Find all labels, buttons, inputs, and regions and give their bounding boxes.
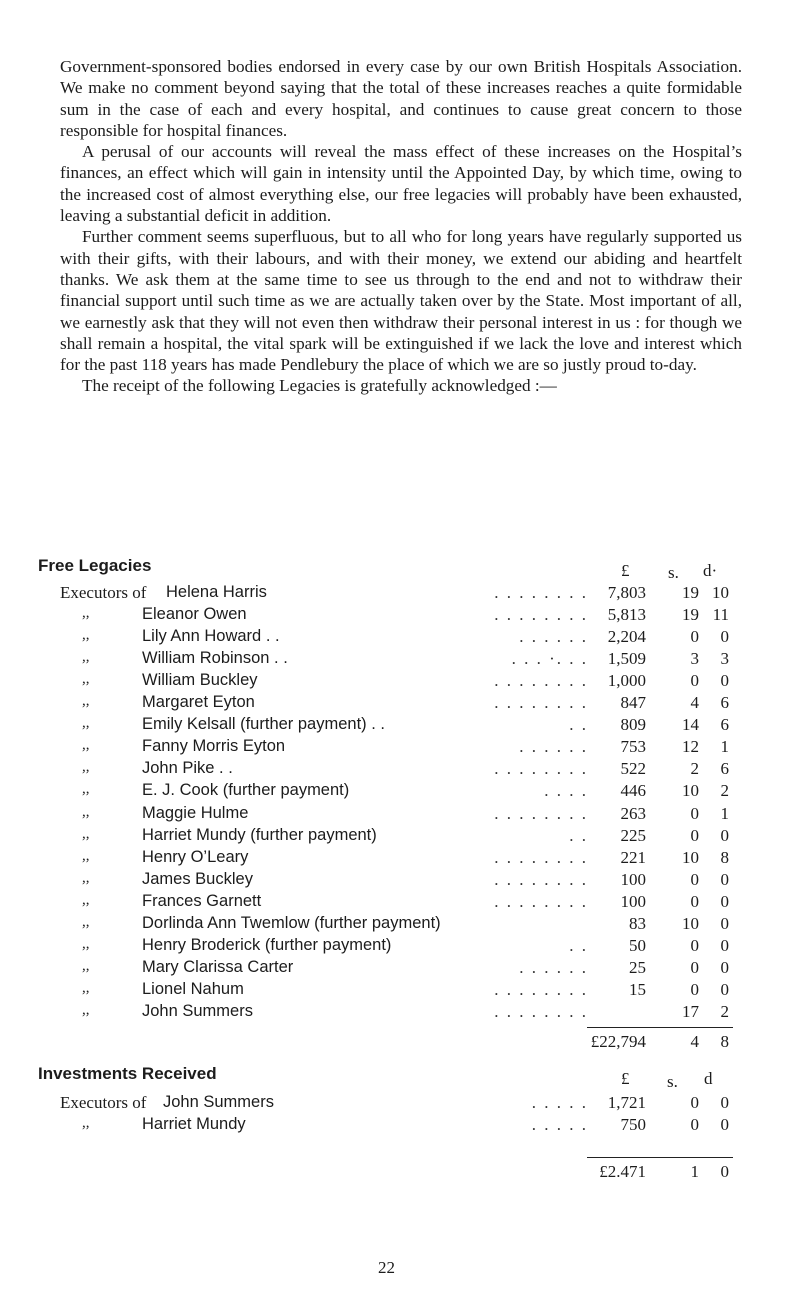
column-header-shillings: s. bbox=[668, 563, 679, 582]
amount-pence: 0 bbox=[720, 869, 729, 889]
leader-dots: . . bbox=[569, 825, 588, 845]
ditto-mark: ,, bbox=[82, 759, 90, 776]
ditto-mark: ,, bbox=[82, 605, 90, 622]
amount-shillings: 0 bbox=[690, 891, 699, 911]
ledger-row bbox=[0, 1115, 800, 1137]
amount-pence: 0 bbox=[720, 957, 729, 977]
amount-pounds: 25 bbox=[629, 957, 646, 977]
leader-dots: . . bbox=[569, 935, 588, 955]
ditto-mark: ,, bbox=[82, 627, 90, 644]
amount-shillings: 0 bbox=[690, 957, 699, 977]
legatee-name: Eleanor Owen bbox=[142, 605, 247, 624]
leader-dots: . . . . bbox=[544, 781, 588, 801]
ledger-row bbox=[0, 759, 800, 781]
legatee-name: Harriet Mundy (further payment) bbox=[142, 825, 377, 844]
ditto-mark: ,, bbox=[82, 957, 90, 974]
leader-dots: . . . . . . . . bbox=[494, 803, 588, 823]
paragraph: A perusal of our accounts will reveal the mass effect of these increases on the Hospital’s finances, an effect which will gain in intensity until the Appointed Day, by which time, owing to the increased cost of almost everything else, our free legacies will probably have been exhausted, leaving a substantial deficit in addition. bbox=[60, 142, 742, 226]
ditto-mark: ,, bbox=[82, 671, 90, 688]
amount-pence: 0 bbox=[720, 825, 729, 845]
amount-pounds: 446 bbox=[620, 781, 646, 801]
legatee-name: Margaret Eyton bbox=[142, 693, 255, 712]
free-legacies-heading: Free Legacies bbox=[38, 556, 152, 575]
amount-pounds: 1,000 bbox=[607, 671, 646, 691]
amount-pounds: 263 bbox=[620, 803, 646, 823]
amount-shillings: 0 bbox=[690, 627, 699, 647]
ditto-mark: ,, bbox=[82, 1001, 90, 1018]
ledger-row bbox=[0, 826, 800, 848]
amount-shillings: 4 bbox=[690, 693, 699, 713]
executors-label: Executors of bbox=[60, 1093, 147, 1112]
amount-shillings: 0 bbox=[690, 869, 699, 889]
legatee-name: Henry Broderick (further payment) bbox=[142, 935, 392, 954]
ditto-mark: ,, bbox=[82, 869, 90, 886]
legatee-name: James Buckley bbox=[142, 869, 253, 888]
amount-pence: 0 bbox=[720, 935, 729, 955]
amount-pence: 0 bbox=[720, 891, 729, 911]
leader-dots: . . . . . . . . bbox=[494, 693, 588, 713]
total-rule bbox=[587, 1027, 733, 1028]
amount-pence: 10 bbox=[712, 583, 729, 602]
leader-dots: . . . . . . bbox=[519, 627, 588, 647]
total-pounds: £2.471 bbox=[599, 1162, 646, 1181]
amount-pence: 0 bbox=[720, 627, 729, 647]
total-rule bbox=[587, 1157, 733, 1158]
legatee-name: Fanny Morris Eyton bbox=[142, 737, 286, 756]
leader-dots: . . . . . . . . bbox=[494, 979, 588, 999]
amount-shillings: 10 bbox=[682, 913, 699, 933]
column-header-pounds: £ bbox=[621, 561, 630, 580]
amount-shillings: 0 bbox=[690, 935, 699, 955]
legatee-name: Emily Kelsall (further payment) . . bbox=[142, 715, 385, 734]
ledger-row bbox=[0, 892, 800, 914]
legatee-name: Harriet Mundy bbox=[142, 1115, 246, 1133]
amount-pence: 3 bbox=[720, 649, 729, 669]
amount-shillings: 10 bbox=[682, 781, 699, 801]
amount-shillings: 0 bbox=[690, 979, 699, 999]
column-header-pence: d bbox=[704, 1069, 713, 1088]
amount-shillings: 2 bbox=[690, 759, 699, 779]
amount-pounds: 750 bbox=[620, 1115, 646, 1134]
amount-pence: 8 bbox=[720, 847, 729, 867]
paragraph: Further comment seems superfluous, but to all who for long years have regularly supported us with their gifts, with their labours, and with their money, we extend our abiding and heartfelt thanks. We ask them at the same time to see us through to the end and not to withdraw their financial support until such time as we are actually taken over by the State. Most important of all, we earnestly ask that they will not even then withdraw their personal interest in us : for though we shall remain a hospital, the vital spark will be extinguished if we lack the love and interest which for the past 118 years has made Pendlebury the place of which we are so justly proud to-day. bbox=[60, 227, 742, 375]
leader-dots: . . bbox=[569, 715, 588, 735]
leader-dots: . . . . . . . . bbox=[494, 605, 588, 625]
ledger-row bbox=[0, 914, 800, 936]
amount-pounds: 83 bbox=[629, 913, 646, 933]
legatee-name: Helena Harris bbox=[166, 583, 267, 601]
ledger-row bbox=[0, 848, 800, 870]
page-number: 22 bbox=[378, 1258, 395, 1277]
ditto-mark: ,, bbox=[82, 803, 90, 820]
ledger-row bbox=[0, 715, 800, 737]
amount-pence: 0 bbox=[720, 671, 729, 691]
leader-dots: . . . ·. . . bbox=[511, 649, 588, 669]
amount-pounds: 2,204 bbox=[607, 627, 646, 647]
legatee-name: Mary Clarissa Carter bbox=[142, 957, 294, 976]
amount-pounds: 221 bbox=[620, 847, 646, 867]
amount-shillings: 14 bbox=[682, 715, 699, 735]
ditto-mark: ,, bbox=[82, 649, 90, 666]
legatee-name: E. J. Cook (further payment) bbox=[142, 781, 350, 800]
amount-shillings: 3 bbox=[690, 649, 699, 669]
ledger-row bbox=[0, 627, 800, 649]
amount-pounds: 522 bbox=[620, 759, 646, 779]
total-shillings: 4 bbox=[690, 1032, 699, 1051]
ditto-mark: ,, bbox=[82, 1115, 90, 1131]
ditto-mark: ,, bbox=[82, 891, 90, 908]
leader-dots: . . . . . bbox=[531, 1093, 588, 1112]
paragraph: The receipt of the following Legacies is gratefully acknowledged :— bbox=[82, 376, 557, 396]
ledger-row bbox=[0, 671, 800, 693]
amount-shillings: 0 bbox=[690, 825, 699, 845]
legatee-name: Dorlinda Ann Twemlow (further payment) bbox=[142, 913, 441, 932]
amount-shillings: 10 bbox=[682, 847, 699, 867]
free-legacies-total-row bbox=[0, 1032, 800, 1054]
ledger-row bbox=[0, 693, 800, 715]
ledger-row bbox=[0, 1093, 800, 1115]
amount-pounds: 7,803 bbox=[607, 583, 646, 602]
amount-pence: 0 bbox=[720, 1093, 729, 1112]
leader-dots: . . . . . . bbox=[519, 737, 588, 757]
amount-pounds: 847 bbox=[620, 693, 646, 713]
ledger-row bbox=[0, 737, 800, 759]
column-header-pence: d· bbox=[703, 561, 718, 580]
amount-pence: 11 bbox=[712, 605, 729, 625]
column-header-pounds: £ bbox=[621, 1069, 630, 1088]
amount-shillings: 17 bbox=[682, 1001, 699, 1021]
ditto-mark: ,, bbox=[82, 979, 90, 996]
body-text bbox=[60, 56, 742, 397]
ditto-mark: ,, bbox=[82, 847, 90, 864]
leader-dots: . . . . . . . . bbox=[494, 1001, 588, 1021]
legatee-name: Lily Ann Howard . . bbox=[142, 627, 280, 646]
amount-pence: 0 bbox=[720, 1115, 729, 1134]
leader-dots: . . . . . . . . bbox=[494, 891, 588, 911]
legatee-name: John Pike . . bbox=[142, 759, 233, 778]
amount-pounds: 225 bbox=[620, 825, 646, 845]
legatee-name: William Robinson . . bbox=[142, 649, 288, 668]
amount-pence: 1 bbox=[720, 737, 729, 757]
amount-pounds: 5,813 bbox=[607, 605, 646, 625]
amount-pence: 6 bbox=[720, 759, 729, 779]
amount-shillings: 12 bbox=[682, 737, 699, 757]
ledger-row bbox=[0, 804, 800, 826]
amount-pounds: 1,721 bbox=[607, 1093, 646, 1112]
amount-shillings: 19 bbox=[682, 583, 699, 602]
ditto-mark: ,, bbox=[82, 935, 90, 952]
amount-pounds: 100 bbox=[620, 891, 646, 911]
amount-pence: 0 bbox=[720, 979, 729, 999]
ditto-mark: ,, bbox=[82, 781, 90, 798]
ledger-row bbox=[0, 870, 800, 892]
total-pence: 0 bbox=[720, 1162, 729, 1181]
amount-pence: 6 bbox=[720, 715, 729, 735]
legatee-name: Henry O’Leary bbox=[142, 847, 249, 866]
amount-shillings: 0 bbox=[690, 1093, 699, 1112]
total-shillings: 1 bbox=[690, 1162, 699, 1181]
ditto-mark: ,, bbox=[82, 913, 90, 930]
legatee-name: Frances Garnett bbox=[142, 891, 262, 910]
leader-dots: . . . . . . bbox=[519, 957, 588, 977]
amount-pounds: 100 bbox=[620, 869, 646, 889]
leader-dots: . . . . . bbox=[531, 1115, 588, 1134]
amount-shillings: 0 bbox=[690, 1115, 699, 1134]
column-header-shillings: s. bbox=[667, 1072, 678, 1091]
leader-dots: . . . . . . . . bbox=[494, 759, 588, 779]
amount-pounds: 50 bbox=[629, 935, 646, 955]
investments-total-row bbox=[0, 1162, 800, 1184]
amount-pounds: 1,509 bbox=[607, 649, 646, 669]
ditto-mark: ,, bbox=[82, 737, 90, 754]
ledger-row bbox=[0, 936, 800, 958]
amount-pounds: 753 bbox=[620, 737, 646, 757]
leader-dots: . . . . . . . . bbox=[494, 583, 588, 602]
amount-shillings: 19 bbox=[682, 605, 699, 625]
leader-dots: . . . . . . . . bbox=[494, 847, 588, 867]
ditto-mark: ,, bbox=[82, 693, 90, 710]
amount-pence: 2 bbox=[720, 1001, 729, 1021]
ledger-row bbox=[0, 583, 800, 605]
legatee-name: John Summers bbox=[142, 1001, 253, 1020]
ledger-row bbox=[0, 958, 800, 980]
amount-pence: 6 bbox=[720, 693, 729, 713]
ledger-row bbox=[0, 1002, 800, 1024]
ledger-row bbox=[0, 605, 800, 627]
investments-heading: Investments Received bbox=[38, 1064, 217, 1083]
total-pounds: £22,794 bbox=[590, 1032, 646, 1051]
ledger-row bbox=[0, 980, 800, 1002]
total-pence: 8 bbox=[720, 1032, 729, 1051]
legatee-name: William Buckley bbox=[142, 671, 258, 690]
leader-dots: . . . . . . . . bbox=[494, 671, 588, 691]
amount-pounds: 15 bbox=[629, 979, 646, 999]
ledger-row bbox=[0, 781, 800, 803]
ditto-mark: ,, bbox=[82, 825, 90, 842]
executors-label: Executors of bbox=[60, 583, 147, 602]
amount-pence: 1 bbox=[720, 803, 729, 823]
legatee-name: Lionel Nahum bbox=[142, 979, 244, 998]
ditto-mark: ,, bbox=[82, 715, 90, 732]
leader-dots: . . . . . . . . bbox=[494, 869, 588, 889]
amount-shillings: 0 bbox=[690, 803, 699, 823]
amount-pence: 0 bbox=[720, 913, 729, 933]
amount-pounds: 809 bbox=[620, 715, 646, 735]
legatee-name: John Summers bbox=[163, 1093, 274, 1111]
amount-pence: 2 bbox=[720, 781, 729, 801]
amount-shillings: 0 bbox=[690, 671, 699, 691]
paragraph: Government-sponsored bodies endorsed in every case by our own British Hospitals Association. We make no comment beyond saying that the total of these increases reaches a quite formidable sum in the case of each and every hospital, and continues to cause great concern to those responsible for hospital finances. bbox=[60, 57, 742, 140]
ledger-row bbox=[0, 649, 800, 671]
legatee-name: Maggie Hulme bbox=[142, 803, 249, 822]
